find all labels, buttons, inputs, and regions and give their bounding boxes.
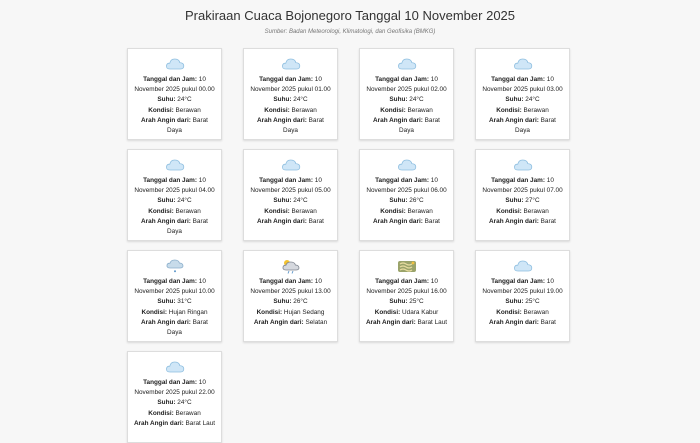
condition-label: Kondisi:: [264, 106, 290, 114]
forecast-card: [475, 48, 570, 140]
cloud-icon: [364, 56, 449, 72]
cloud-icon: [132, 157, 217, 173]
datetime-day: 10: [546, 76, 554, 83]
cloud-icon: [248, 157, 333, 173]
forecast-card: [127, 48, 222, 140]
condition-value: Berawan: [407, 106, 433, 114]
temp-value: 24°C: [293, 96, 308, 104]
temp-label: Suhu:: [157, 298, 176, 306]
forecast-grid: [127, 48, 570, 443]
forecast-card: [127, 351, 222, 443]
temp-label: Suhu:: [505, 197, 524, 205]
datetime-label: Tanggal dan Jam:: [143, 379, 197, 386]
datetime-day: 10: [198, 379, 206, 386]
wind-value: Barat Laut: [185, 419, 216, 427]
datetime-value: November 2025 pukul 01.00: [250, 86, 331, 94]
wind-label: Arah Angin dari:: [489, 318, 539, 326]
datetime-value: November 2025 pukul 00.00: [134, 86, 215, 94]
cloud-icon: [132, 56, 217, 72]
cloud-icon: [364, 157, 449, 173]
forecast-card: [475, 149, 570, 241]
condition-label: Kondisi:: [264, 207, 290, 215]
wind-value-cont: Daya: [167, 228, 182, 236]
condition-label: Kondisi:: [374, 308, 401, 316]
moderate-rain-icon: [248, 258, 333, 274]
temp-label: Suhu:: [273, 96, 292, 104]
datetime-day: 10: [430, 177, 438, 184]
datetime-day: 10: [314, 177, 322, 184]
condition-label: Kondisi:: [141, 308, 168, 316]
datetime-day: 10: [314, 76, 322, 83]
wind-value: Selatan: [305, 318, 328, 326]
condition-value: Hujan Ringan: [168, 308, 208, 316]
condition-value: Berawan: [291, 106, 317, 114]
datetime-label: Tanggal dan Jam:: [143, 76, 197, 83]
wind-label: Arah Angin dari:: [141, 116, 191, 124]
temp-label: Suhu:: [389, 197, 408, 205]
wind-label: Arah Angin dari:: [373, 116, 423, 124]
condition-label: Kondisi:: [496, 106, 522, 114]
forecast-card: [243, 48, 338, 140]
temp-value: 24°C: [177, 96, 192, 104]
temp-value: 31°C: [177, 298, 192, 306]
wind-value: Barat: [424, 217, 440, 225]
wind-value-cont: Daya: [167, 329, 182, 337]
condition-value: Berawan: [523, 207, 549, 215]
cloud-icon: [132, 359, 217, 375]
cloud-icon: [248, 56, 333, 72]
condition-value: Berawan: [175, 106, 201, 114]
datetime-label: Tanggal dan Jam:: [259, 278, 313, 285]
source-caption: Sumber: Badan Meteorologi, Klimatologi, dan Geofisika (BMKG): [264, 29, 436, 35]
cloud-icon: [480, 258, 565, 274]
temp-value: 24°C: [293, 197, 308, 205]
temp-label: Suhu:: [389, 298, 408, 306]
wind-value: Barat Laut: [417, 318, 448, 326]
wind-value: Barat: [540, 217, 556, 225]
datetime-day: 10: [546, 278, 554, 285]
condition-label: Kondisi:: [256, 308, 283, 316]
datetime-day: 10: [198, 177, 206, 184]
datetime-day: 10: [314, 278, 322, 285]
wind-value: Barat: [192, 116, 208, 124]
condition-value: Berawan: [407, 207, 433, 215]
temp-value: 25°C: [525, 298, 540, 306]
condition-value: Berawan: [175, 207, 201, 215]
datetime-label: Tanggal dan Jam:: [491, 278, 545, 285]
datetime-label: Tanggal dan Jam:: [143, 177, 197, 184]
condition-value: Berawan: [523, 106, 549, 114]
wind-value-cont: Daya: [515, 127, 530, 135]
wind-value: Barat: [540, 318, 556, 326]
datetime-value: November 2025 pukul 05.00: [250, 187, 331, 195]
wind-label: Arah Angin dari:: [489, 217, 539, 225]
cloud-icon: [480, 157, 565, 173]
haze-icon: [364, 258, 449, 274]
temp-label: Suhu:: [157, 197, 176, 205]
forecast-card: [243, 250, 338, 342]
wind-value-cont: Daya: [283, 127, 298, 135]
wind-value: Barat: [192, 318, 208, 326]
temp-label: Suhu:: [505, 96, 524, 104]
wind-value: Barat: [192, 217, 208, 225]
condition-label: Kondisi:: [148, 207, 174, 215]
temp-label: Suhu:: [389, 96, 408, 104]
datetime-day: 10: [546, 177, 554, 184]
datetime-value: November 2025 pukul 06.00: [366, 187, 447, 195]
light-rain-icon: [132, 258, 217, 274]
condition-label: Kondisi:: [496, 308, 522, 316]
wind-label: Arah Angin dari:: [133, 419, 184, 427]
forecast-card: [243, 149, 338, 241]
datetime-value: November 2025 pukul 16.00: [366, 288, 447, 296]
datetime-label: Tanggal dan Jam:: [259, 76, 313, 83]
page-title: Prakiraan Cuaca Bojonegoro Tanggal 10 November 2025: [184, 8, 516, 23]
wind-label: Arah Angin dari:: [257, 217, 307, 225]
datetime-value: November 2025 pukul 02.00: [366, 86, 447, 94]
temp-value: 26°C: [409, 197, 424, 205]
forecast-card: [359, 149, 454, 241]
datetime-label: Tanggal dan Jam:: [375, 278, 429, 285]
datetime-day: 10: [430, 76, 438, 83]
temp-label: Suhu:: [157, 96, 176, 104]
datetime-day: 10: [198, 278, 206, 285]
wind-label: Arah Angin dari:: [141, 318, 191, 326]
datetime-value: November 2025 pukul 19.00: [482, 288, 563, 296]
condition-label: Kondisi:: [496, 207, 522, 215]
wind-label: Arah Angin dari:: [489, 116, 539, 124]
condition-value: Berawan: [523, 308, 549, 316]
wind-label: Arah Angin dari:: [373, 217, 423, 225]
datetime-day: 10: [430, 278, 438, 285]
wind-value: Barat: [540, 116, 556, 124]
datetime-label: Tanggal dan Jam:: [259, 177, 313, 184]
condition-value: Udara Kabur: [402, 308, 439, 316]
wind-value-cont: Daya: [167, 127, 182, 135]
forecast-card: [127, 149, 222, 241]
temp-value: 24°C: [177, 399, 192, 407]
condition-label: Kondisi:: [380, 207, 406, 215]
datetime-label: Tanggal dan Jam:: [491, 177, 545, 184]
temp-value: 26°C: [293, 298, 308, 306]
temp-label: Suhu:: [157, 399, 176, 407]
datetime-label: Tanggal dan Jam:: [375, 177, 429, 184]
wind-label: Arah Angin dari:: [257, 116, 307, 124]
datetime-value: November 2025 pukul 10.00: [134, 288, 215, 296]
temp-value: 24°C: [409, 96, 424, 104]
datetime-day: 10: [198, 76, 206, 83]
temp-value: 24°C: [177, 197, 192, 205]
wind-label: Arah Angin dari:: [365, 318, 416, 326]
temp-value: 25°C: [409, 298, 424, 306]
temp-label: Suhu:: [273, 197, 292, 205]
condition-value: Berawan: [291, 207, 317, 215]
wind-value: Barat: [308, 116, 324, 124]
forecast-card: [127, 250, 222, 342]
wind-value-cont: Daya: [399, 127, 414, 135]
temp-value: 27°C: [525, 197, 540, 205]
condition-value: Berawan: [175, 409, 201, 417]
datetime-value: November 2025 pukul 03.00: [482, 86, 563, 94]
wind-label: Arah Angin dari:: [253, 318, 304, 326]
datetime-value: November 2025 pukul 07.00: [482, 187, 563, 195]
condition-label: Kondisi:: [148, 409, 174, 417]
condition-label: Kondisi:: [380, 106, 406, 114]
wind-value: Barat: [424, 116, 440, 124]
datetime-label: Tanggal dan Jam:: [491, 76, 545, 83]
condition-label: Kondisi:: [148, 106, 174, 114]
temp-label: Suhu:: [505, 298, 524, 306]
wind-value: Barat: [308, 217, 324, 225]
wind-label: Arah Angin dari:: [141, 217, 191, 225]
condition-value: Hujan Sedang: [283, 308, 325, 316]
datetime-value: November 2025 pukul 04.00: [134, 187, 215, 195]
temp-value: 24°C: [525, 96, 540, 104]
datetime-value: November 2025 pukul 22.00: [134, 389, 215, 397]
forecast-card: [475, 250, 570, 342]
forecast-card: [359, 250, 454, 342]
forecast-card: [359, 48, 454, 140]
cloud-icon: [480, 56, 565, 72]
datetime-value: November 2025 pukul 13.00: [250, 288, 331, 296]
temp-label: Suhu:: [273, 298, 292, 306]
datetime-label: Tanggal dan Jam:: [375, 76, 429, 83]
datetime-label: Tanggal dan Jam:: [143, 278, 197, 285]
